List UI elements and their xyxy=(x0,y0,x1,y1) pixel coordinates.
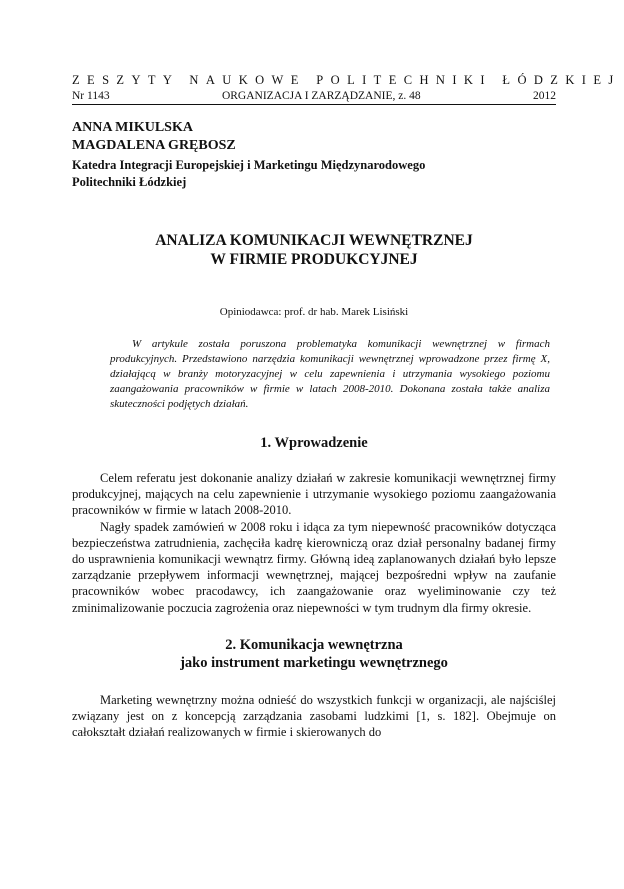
author-list xyxy=(72,119,556,155)
heading-line: 2. Komunikacja wewnętrzna xyxy=(225,636,403,653)
paper-title xyxy=(72,231,556,269)
issue-number: Nr 1143 xyxy=(72,90,110,102)
title-line: ANALIZA KOMUNIKACJI WEWNĘTRZNEJ xyxy=(155,232,473,249)
paper-page xyxy=(72,72,621,740)
author-name: ANNA MIKULSKA xyxy=(72,120,193,135)
series-info: ORGANIZACJA I ZARZĄDZANIE, z. 48 xyxy=(221,90,421,102)
body-paragraph: Celem referatu jest dokonanie analizy działań w zakresie komunikacji wewnętrznej firmy produkcyjnej, mających na celu zapewnienie i utrzymanie wysokiego poziomu zaangażowania pracowników w firmie w latach 2008-2010. xyxy=(72,471,556,518)
abstract: W artykule została poruszona problematyka komunikacji wewnętrznej w firmach produkcyjnych. Przedstawiono narzędzia komunikacji wewnętrznej wprowadzone przez firmę X, działającą w branży motoryzacyjnej w celu zapewnienia i utrzymania wysokiego poziomu zaangażowania pracowników w firmie w latach 2008-2010. Dokonana została także analiza skuteczności podjętych działań. xyxy=(110,338,550,410)
author-name: MAGDALENA GRĘBOSZ xyxy=(72,138,236,153)
affiliation-line: Katedra Integracji Europejskiej i Marketingu Międzynarodowego xyxy=(72,158,426,172)
reviewer-note: Opiniodawca: prof. dr hab. Marek Lisiński xyxy=(219,306,409,318)
issue-line xyxy=(72,89,556,105)
journal-name: ZESZYTY NAUKOWE POLITECHNIKI ŁÓDZKIEJ xyxy=(72,73,621,87)
body-paragraph: Nagły spadek zamówień w 2008 roku i idąca za tym niepewność pracowników dotycząca bezpieczeństwa zatrudnienia, zachęciła kadrę kierowniczą oraz dział personalny badanej firmy do usprawnienia komunikacji wewnątrz firmy. Główną ideą zaplanowanych działań było lepsze zarządzanie przepływem informacji wewnętrznej, mającej bezpośredni wpływ na zaufanie pracowników wobec pracodawcy, ich zaangażowanie oraz wyeliminowanie czy też zminimalizowanie poczucia zagrożenia oraz niepewności w tym trudnym dla firmy okresie. xyxy=(72,519,556,615)
title-line: W FIRMIE PRODUKCYJNEJ xyxy=(210,251,418,268)
body-paragraph: Marketing wewnętrzny można odnieść do wszystkich funkcji w organizacji, ale najściślej związany jest on z koncepcją zarządzania zasobami ludzkimi [1, s. 182]. Obejmuje on całokształt działań realizowanych w firmie i skierowanych do xyxy=(72,692,556,740)
section-2-heading xyxy=(72,636,556,672)
affiliation xyxy=(72,157,556,191)
heading-line: jako instrument marketingu wewnętrznego xyxy=(180,654,448,671)
affiliation-line: Politechniki Łódzkiej xyxy=(72,175,187,189)
section-1-heading: 1. Wprowadzenie xyxy=(260,435,368,451)
issue-year: 2012 xyxy=(533,90,556,102)
